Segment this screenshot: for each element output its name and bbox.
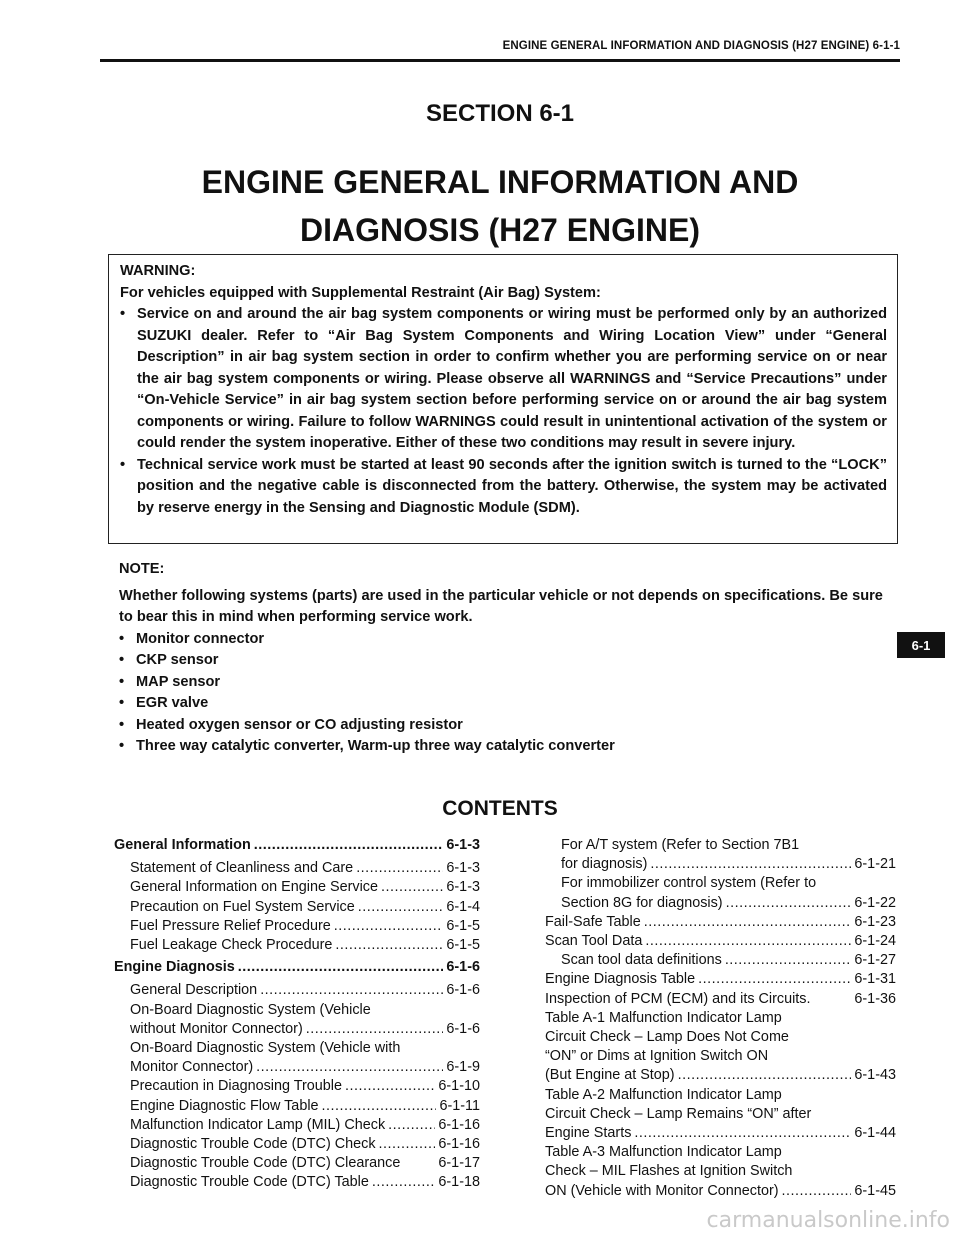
toc-entry[interactable] <box>114 1116 480 1135</box>
toc-entry[interactable] <box>545 1143 896 1201</box>
toc-entry-title: Check – MIL Flashes at Ignition Switch <box>545 1163 793 1180</box>
toc-entry-title: Section 8G for diagnosis) <box>561 894 723 911</box>
note-label: NOTE: <box>119 561 165 577</box>
toc-entry[interactable] <box>114 898 480 917</box>
bullet-icon: • <box>119 738 125 754</box>
toc-leader-dots <box>260 981 443 1000</box>
bullet-icon: • <box>119 652 125 668</box>
toc-right-column <box>545 836 896 1201</box>
toc-page-number: 6-1-4 <box>446 898 480 915</box>
toc-page-number: 6-1-5 <box>446 937 480 954</box>
toc-leader-dots <box>698 970 851 989</box>
toc-entry-title: for diagnosis) <box>561 856 648 873</box>
header-rule <box>100 59 900 62</box>
toc-entry-title: Inspection of PCM (ECM) and its Circuits. <box>545 990 811 1007</box>
toc-entry-title: without Monitor Connector) <box>130 1020 303 1037</box>
toc-page-number: 6-1-11 <box>439 1097 480 1114</box>
toc-entry[interactable] <box>545 913 896 932</box>
toc-entry[interactable] <box>114 1135 480 1154</box>
warning-box <box>108 254 898 544</box>
toc-leader-dots <box>256 1058 443 1077</box>
toc-leader-dots <box>358 898 444 917</box>
bullet-icon: • <box>119 716 125 733</box>
running-header: ENGINE GENERAL INFORMATION AND DIAGNOSIS (H27 ENGINE) 6-1-1 <box>502 40 900 52</box>
toc-page-number: 6-1-5 <box>446 917 480 934</box>
bullet-icon: • <box>120 456 126 473</box>
note-bullet <box>119 693 891 715</box>
note-text: Whether following systems (parts) are used in the particular vehicle or not depends on specifications. Be sure to bear this in mind when performing service work. <box>119 587 883 625</box>
bullet-icon: • <box>119 695 125 711</box>
toc-leader-dots <box>254 836 444 855</box>
note-bullet <box>119 629 891 651</box>
bullet-icon: • <box>119 630 125 647</box>
toc-entry-title: For A/T system (Refer to Section 7B1 <box>561 837 800 853</box>
toc-entry[interactable] <box>114 981 480 1000</box>
toc-entry-title: Fuel Pressure Relief Procedure <box>130 917 331 934</box>
toc-entry-title: Engine Diagnosis <box>114 959 235 976</box>
toc-entry-title: On-Board Diagnostic System (Vehicle with <box>130 1040 401 1057</box>
toc-entry[interactable] <box>114 1173 480 1192</box>
toc-page-number: 6-1-43 <box>854 1067 896 1084</box>
section-tab[interactable]: 6-1 <box>897 632 945 658</box>
toc-page-number: 6-1-44 <box>854 1125 896 1142</box>
toc-entry[interactable] <box>545 990 896 1009</box>
toc-left-column <box>114 836 480 1193</box>
toc-entry[interactable] <box>545 932 896 951</box>
toc-entry[interactable] <box>114 878 480 897</box>
note-block <box>119 559 891 758</box>
toc-entry-title: Fuel Leakage Check Procedure <box>130 937 333 954</box>
toc-entry-title: General Description <box>130 982 258 999</box>
note-bullet-text: Three way catalytic converter, Warm-up three way catalytic converter <box>136 738 615 754</box>
toc-page-number: 6-1-36 <box>854 990 896 1007</box>
toc-entry-title: Engine Diagnosis Table <box>545 971 696 988</box>
note-bullet <box>119 672 891 694</box>
toc-page-number: 6-1-6 <box>446 982 480 999</box>
toc-leader-dots <box>238 958 444 977</box>
toc-leader-dots <box>644 913 852 932</box>
toc-page-number: 6-1-3 <box>446 860 480 877</box>
toc-page-number: 6-1-6 <box>446 1020 480 1037</box>
toc-leader-dots <box>782 1182 852 1201</box>
toc-entry[interactable] <box>114 836 480 855</box>
note-bullet <box>119 715 891 737</box>
warning-label: WARNING: <box>120 263 196 279</box>
toc-page-number: 6-1-27 <box>854 952 896 969</box>
bullet-icon: • <box>119 673 125 690</box>
toc-page-number: 6-1-17 <box>438 1155 480 1172</box>
toc-entry[interactable] <box>545 836 896 874</box>
toc-entry[interactable] <box>545 1009 896 1086</box>
note-bullet-text: Monitor connector <box>136 630 265 647</box>
toc-page-number: 6-1-31 <box>854 971 896 988</box>
toc-leader-dots <box>372 1173 436 1192</box>
toc-page-number: 6-1-21 <box>854 856 896 873</box>
toc-entry-title: Engine Diagnostic Flow Table <box>130 1097 319 1114</box>
warning-bullet <box>120 304 887 455</box>
toc-entry-title: Malfunction Indicator Lamp (MIL) Check <box>130 1116 386 1133</box>
toc-entry-title: Table A-1 Malfunction Indicator Lamp <box>545 1009 782 1026</box>
contents-title: CONTENTS <box>442 797 558 820</box>
note-bullet-text: CKP sensor <box>136 652 219 668</box>
toc-entry-title: General Information on Engine Service <box>130 879 378 896</box>
toc-entry-title: Table A-3 Malfunction Indicator Lamp <box>545 1144 782 1161</box>
toc-leader-dots <box>334 917 444 936</box>
toc-entry-title: Table A-2 Malfunction Indicator Lamp <box>545 1086 782 1103</box>
toc-page-number: 6-1-24 <box>854 933 896 950</box>
section-title: SECTION 6-1 <box>425 100 575 127</box>
toc-entry-title: Circuit Check – Lamp Does Not Come <box>545 1029 789 1046</box>
watermark: carmanualsonline.info <box>706 1208 950 1233</box>
toc-leader-dots <box>322 1097 437 1116</box>
toc-page-number: 6-1-23 <box>854 913 896 930</box>
page-title-line-1: ENGINE GENERAL INFORMATION AND <box>201 164 799 200</box>
toc-entry-title: On-Board Diagnostic System (Vehicle <box>130 1001 371 1018</box>
toc-entry[interactable] <box>545 970 896 989</box>
toc-entry[interactable] <box>114 859 480 878</box>
toc-leader-dots <box>356 859 443 878</box>
toc-leader-dots <box>379 1135 436 1154</box>
toc-entry[interactable] <box>114 936 480 955</box>
toc-page-number: 6-1-3 <box>446 837 480 853</box>
toc-entry-title: Fail-Safe Table <box>545 913 641 930</box>
toc-leader-dots <box>634 1124 851 1143</box>
toc-leader-dots <box>726 894 852 913</box>
toc-entry[interactable] <box>114 1039 480 1077</box>
toc-entry[interactable] <box>545 951 896 970</box>
toc-entry-title: Precaution in Diagnosing Trouble <box>130 1078 342 1095</box>
toc-leader-dots <box>345 1077 435 1096</box>
toc-entry[interactable] <box>545 1086 896 1144</box>
toc-entry-title: Statement of Cleanliness and Care <box>130 860 354 877</box>
page-title-line-2: DIAGNOSIS (H27 ENGINE) <box>299 212 701 248</box>
toc-entry-title: Engine Starts <box>545 1125 632 1142</box>
note-bullet-text: Heated oxygen sensor or CO adjusting resistor <box>136 716 463 733</box>
toc-leader-dots <box>335 936 443 955</box>
toc-leader-dots <box>381 878 443 897</box>
toc-entry[interactable] <box>114 958 480 977</box>
warning-bullet-text: Technical service work must be started at least 90 seconds after the ignition switch is turned to the “LOCK” position and the negative cable is disconnected from the battery. Otherwise, the system may be activated by reserve energy in the Sensing and Diagnostic Module (SDM). <box>137 456 887 516</box>
toc-page-number: 6-1-22 <box>854 894 896 911</box>
toc-entry-title: Diagnostic Trouble Code (DTC) Clearance <box>130 1155 401 1172</box>
toc-entry[interactable] <box>114 1097 480 1116</box>
toc-entry[interactable] <box>545 874 896 912</box>
toc-entry-title: Monitor Connector) <box>130 1059 254 1076</box>
toc-page-number: 6-1-9 <box>446 1059 480 1076</box>
toc-leader-dots <box>388 1116 435 1135</box>
toc-entry[interactable] <box>114 1001 480 1039</box>
warning-bullet-text: Service on and around the air bag system components or wiring must be performed only by an authorized SUZUKI dealer. Refer to “Air Bag System Components and Wiring Location View” under “General Description” in air bag system section in order to confirm whether you are performing service on or near the air bag system components or wiring. Please observe all WARNINGS and “Service Precautions” under “On-Vehicle Service” in air bag system section before performing service on or around the air bag system components or wiring. Failure to follow WARNINGS could result in unintentional activation of the system or could render the system inoperative. Either of these two conditions may result in severe injury. <box>137 306 887 451</box>
toc-leader-dots <box>645 932 851 951</box>
page-title <box>100 158 900 254</box>
warning-bullet <box>120 455 887 520</box>
toc-leader-dots <box>678 1066 852 1085</box>
toc-page-number: 6-1-16 <box>438 1116 480 1133</box>
toc-page-number: 6-1-16 <box>438 1136 480 1153</box>
toc-page-number: 6-1-18 <box>438 1174 480 1191</box>
bullet-icon: • <box>120 306 126 322</box>
note-bullet <box>119 650 891 672</box>
toc-leader-dots <box>725 951 852 970</box>
toc-entry-title: ON (Vehicle with Monitor Connector) <box>545 1182 779 1199</box>
toc-leader-dots <box>650 855 851 874</box>
toc-entry[interactable] <box>114 1077 480 1096</box>
toc-entry-title: Circuit Check – Lamp Remains “ON” after <box>545 1105 812 1122</box>
toc-entry-title: Precaution on Fuel System Service <box>130 898 355 915</box>
toc-entry-title: “ON” or Dims at Ignition Switch ON <box>545 1048 769 1065</box>
note-bullet <box>119 736 891 758</box>
toc-leader-dots <box>306 1020 444 1039</box>
toc-page-number: 6-1-45 <box>854 1182 896 1199</box>
toc-entry-title: Scan Tool Data <box>545 933 643 950</box>
toc-entry-title: Diagnostic Trouble Code (DTC) Table <box>130 1174 369 1191</box>
note-bullet-text: MAP sensor <box>136 673 221 690</box>
toc-entry[interactable] <box>114 1154 480 1173</box>
toc-entry-title: General Information <box>114 837 251 853</box>
toc-entry-title: For immobilizer control system (Refer to <box>561 875 817 892</box>
warning-intro: For vehicles equipped with Supplemental Restraint (Air Bag) System: <box>120 284 601 301</box>
note-bullet-text: EGR valve <box>136 695 209 711</box>
toc-page-number: 6-1-3 <box>446 879 480 896</box>
toc-entry-title: (But Engine at Stop) <box>545 1067 675 1084</box>
toc-entry-title: Diagnostic Trouble Code (DTC) Check <box>130 1136 376 1153</box>
toc-entry[interactable] <box>114 917 480 936</box>
toc-entry-title: Scan tool data definitions <box>561 952 722 969</box>
toc-page-number: 6-1-10 <box>438 1078 480 1095</box>
toc-page-number: 6-1-6 <box>446 959 480 976</box>
